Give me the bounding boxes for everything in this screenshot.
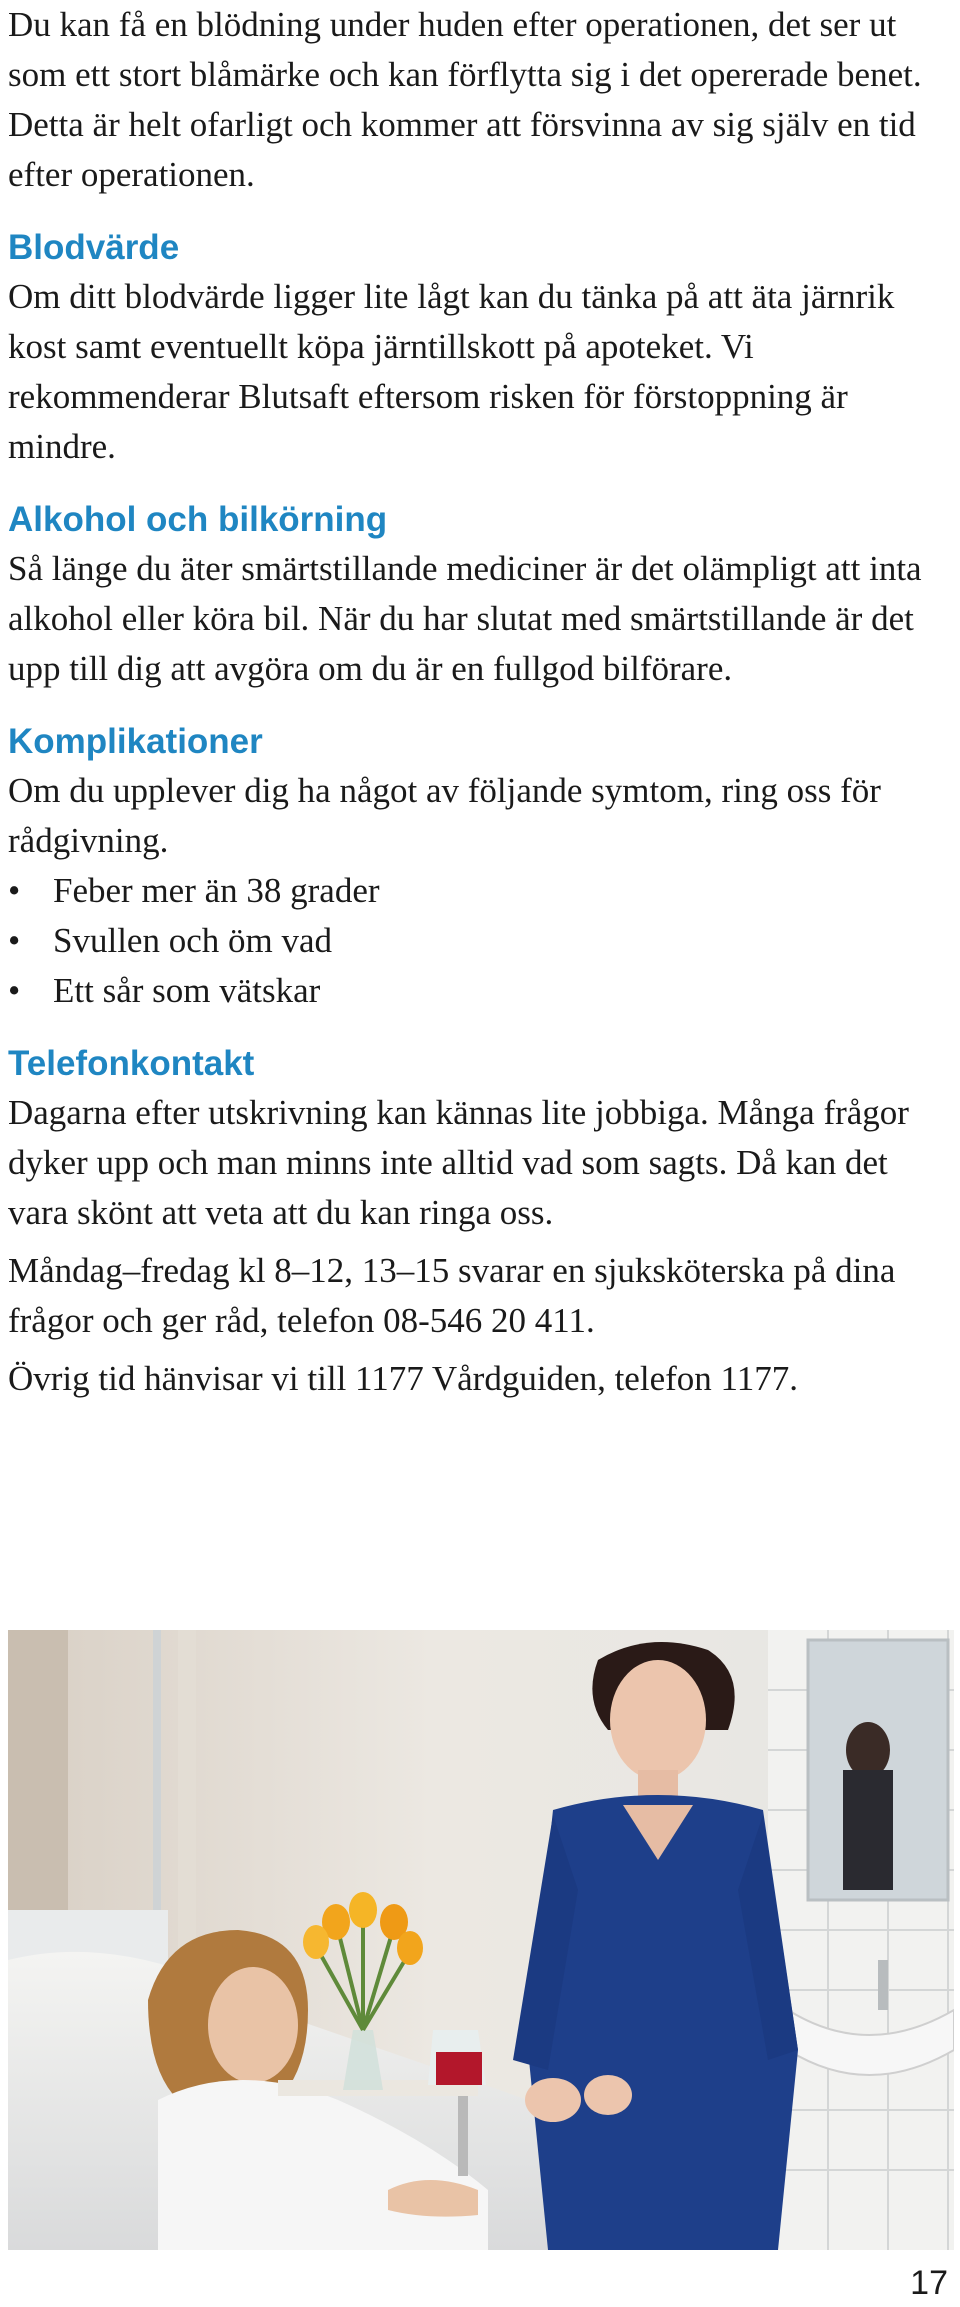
paragraph-other-time: Övrig tid hänvisar vi till 1177 Vårdguiden, telefon 1177. bbox=[8, 1359, 798, 1398]
list-item-text: Svullen och öm vad bbox=[53, 921, 332, 960]
bullet-glyph: • bbox=[8, 971, 21, 1010]
list-item bbox=[8, 966, 952, 1016]
bullet-glyph: • bbox=[8, 921, 21, 960]
list-item bbox=[8, 866, 952, 916]
paragraph-komplikationer: Om du upplever dig ha något av följande symtom, ring oss för rådgivning. bbox=[8, 771, 881, 860]
paragraph-alkohol-bilkorning: Så länge du äter smärtstillande mediciner är det olämpligt att inta alkohol eller köra bil. När du har slutat med smärtstillande är det upp till dig att avgöra om du är en fullgod bilförare. bbox=[8, 549, 922, 688]
hospital-photo bbox=[8, 1630, 954, 2250]
page-number: 17 bbox=[910, 2264, 948, 2302]
section-alkohol-bilkorning bbox=[8, 496, 952, 694]
list-item-text: Feber mer än 38 grader bbox=[53, 871, 380, 910]
heading-komplikationer: Komplikationer bbox=[8, 722, 263, 761]
symptom-list bbox=[8, 866, 952, 1016]
paragraph-opening-hours: Måndag–fredag kl 8–12, 13–15 svarar en sjuksköterska på dina frågor och ger råd, telefon 08-546 20 411. bbox=[8, 1251, 896, 1340]
juice-jug bbox=[428, 2030, 486, 2085]
list-item bbox=[8, 916, 952, 966]
heading-telefonkontakt: Telefonkontakt bbox=[8, 1044, 255, 1083]
intro-paragraph: Du kan få en blödning under huden efter operationen, det ser ut som ett stort blåmärke och kan förflytta sig i det opererade benet. Detta är helt ofarligt och kommer att försvinna av sig själv en tid efter operationen. bbox=[8, 5, 922, 194]
paragraph-blodvarde: Om ditt blodvärde ligger lite lågt kan du tänka på att äta järnrik kost samt eventuellt köpa järntillskott på apoteket. Vi rekommenderar Blutsaft eftersom risken för förstoppning är mindre. bbox=[8, 277, 895, 466]
bullet-glyph: • bbox=[8, 871, 21, 910]
heading-alkohol-bilkorning: Alkohol och bilkörning bbox=[8, 500, 388, 539]
heading-blodvarde: Blodvärde bbox=[8, 228, 180, 267]
section-blodvarde bbox=[8, 224, 952, 472]
photo-illustration bbox=[8, 1630, 954, 2250]
document-page bbox=[8, 0, 952, 1404]
section-telefonkontakt bbox=[8, 1040, 952, 1404]
paragraph-telefonkontakt: Dagarna efter utskrivning kan kännas lite jobbiga. Många frågor dyker upp och man minns inte alltid vad som sagts. Då kan det vara skönt att veta att du kan ringa oss. bbox=[8, 1093, 909, 1232]
section-komplikationer bbox=[8, 718, 952, 1016]
list-item-text: Ett sår som vätskar bbox=[53, 971, 321, 1010]
